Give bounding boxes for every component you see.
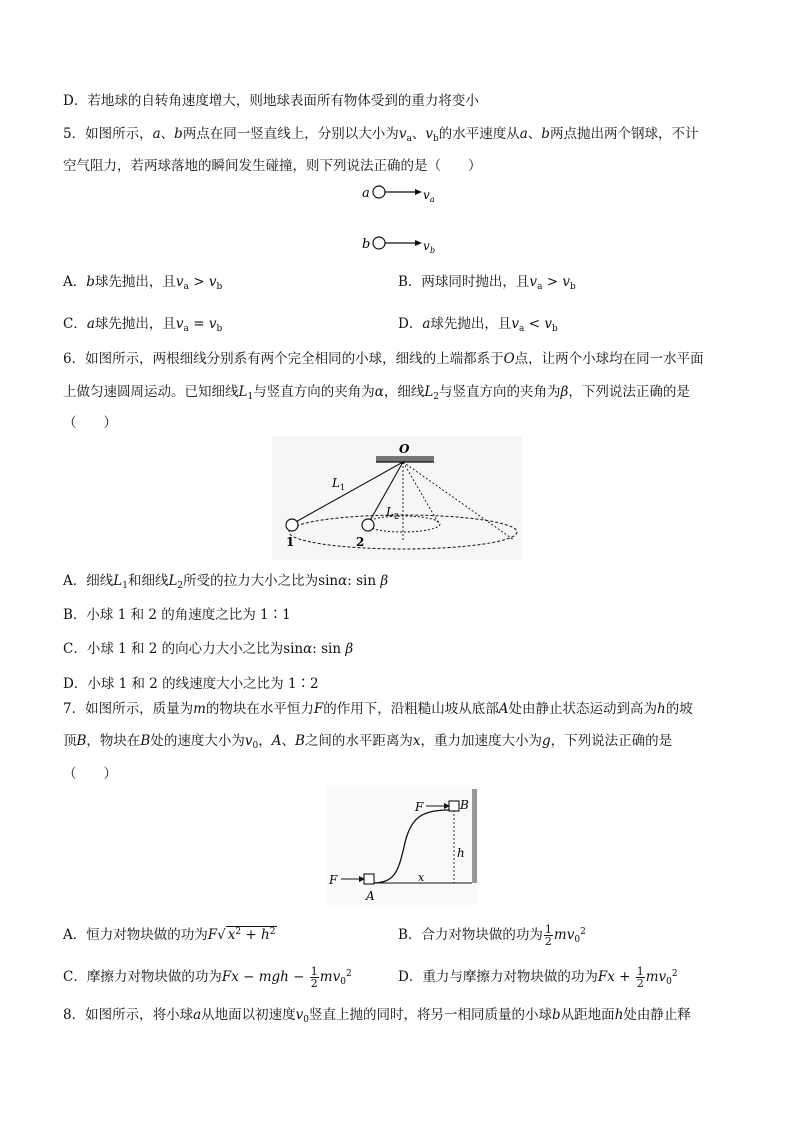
fig7-label-x: x [418,871,425,884]
q7-stem-line1: 7．如图所示，质量为m的物块在水平恒力F的作用下，沿粗糙山坡从底部A处由静止状态运动到高为h的坡 [63,701,693,717]
q5-stem-line1: 5．如图所示，a、b两点在同一竖直线上，分别以大小为$v_a$、$v_b$的水平速度从a、b两点抛出两个钢球，不计 [63,126,699,144]
fig7-label-h: h [457,846,465,860]
svg-text:a: a [430,195,435,204]
q6-option-c: C．小球 1 和 2 的向心力大小之比为sinα: sin β [63,641,354,657]
svg-text:b: b [430,246,436,255]
q7-stem-line2: 顶B，物块在B处的速度大小为$v_0$，A、B之间的水平距离为x，重力加速度大小为g，下列说法正确的是 [63,733,673,751]
fig5-label-va: v [423,188,430,202]
q5-option-d: D．a球先抛出，且$v_a < v_b$ [398,316,558,334]
q6-stem-line3: （ ） [63,415,117,431]
fig6-ball1-label: 1 [286,535,295,549]
fig5-label-b: b [362,237,371,252]
fig5-label-a: a [362,186,370,201]
q7-option-a: A．恒力对物块做的功为F√ $x^2 + h^2$ [63,927,276,943]
q6-stem-line1: 6．如图所示，两根细线分别系有两个完全相同的小球，细线的上端都系于O点，让两个小球均在同一水平面 [63,351,704,367]
q7-option-c: C．摩擦力对物块做的功为Fx − mgh − $\frac{1}{2}$ $mv_0^2$ [63,965,352,990]
q6-stem-line2: 上做匀速圆周运动。已知细线$L_1$与竖直方向的夹角为α，细线$L_2$与竖直方向的夹角为β，下列说法正确的是 [63,384,690,402]
fig6-ball-2 [362,519,374,531]
fig7-block-a [364,874,374,884]
q6-figure [272,436,522,560]
fig7-label-a: A [366,889,375,903]
q7-figure [326,787,478,905]
fig6-label-l2: L [386,505,394,519]
fig6-label-o: O [399,442,410,456]
fig6-ball-1 [286,519,298,531]
q5-figure [352,180,452,256]
svg-text:1: 1 [340,483,346,492]
q6-option-a: A．细线$L_1$和细线$L_2$所受的拉力大小之比为sinα: sin β [63,573,389,591]
q5-option-c: C．a球先抛出，且$v_a = v_b$ [63,316,223,334]
fig5-ball-b [373,237,385,249]
fig5-label-vb: v [423,239,430,253]
svg-text:2: 2 [394,512,400,521]
fig7-wall [472,789,477,883]
q7-option-d: D．重力与摩擦力对物块做的功为Fx + $\frac{1}{2}$ $mv_0^2$ [398,965,678,990]
fig7-label-f2: F [415,800,424,814]
fig7-label-f1: F [329,873,338,887]
fig5-ball-a [373,186,385,198]
q8-stem-line1: 8．如图所示，将小球a从地面以初速度$v_0$竖直上抛的同时，将另一相同质量的小球b从距地面h处由静止释 [63,1007,691,1025]
fig6-ball2-label: 2 [356,535,365,549]
q6-option-d: D．小球 1 和 2 的线速度大小之比为 1∶2 [63,676,319,692]
fig6-ceiling [376,456,434,462]
fig7-label-b: B [460,798,469,812]
q5-option-b: B．两球同时抛出，且$v_a > v_b$ [398,274,576,292]
q5-stem-line2: 空气阻力，若两球落地的瞬间发生碰撞，则下列说法正确的是（ ） [63,158,482,174]
q6-option-b: B．小球 1 和 2 的角速度之比为 1∶1 [63,607,291,623]
fig7-block-b [449,801,459,811]
fig6-label-l1: L [332,476,340,490]
q5-option-a: A．b球先抛出，且$v_a > v_b$ [63,274,223,292]
q4-option-d: D．若地球的自转角速度增大，则地球表面所有物体受到的重力将变小 [63,93,479,109]
q7-stem-line3: （ ） [63,766,117,782]
q7-option-b: B．合力对物块做的功为 $\frac{1}{2}$ $mv_0^2$ [398,923,586,948]
